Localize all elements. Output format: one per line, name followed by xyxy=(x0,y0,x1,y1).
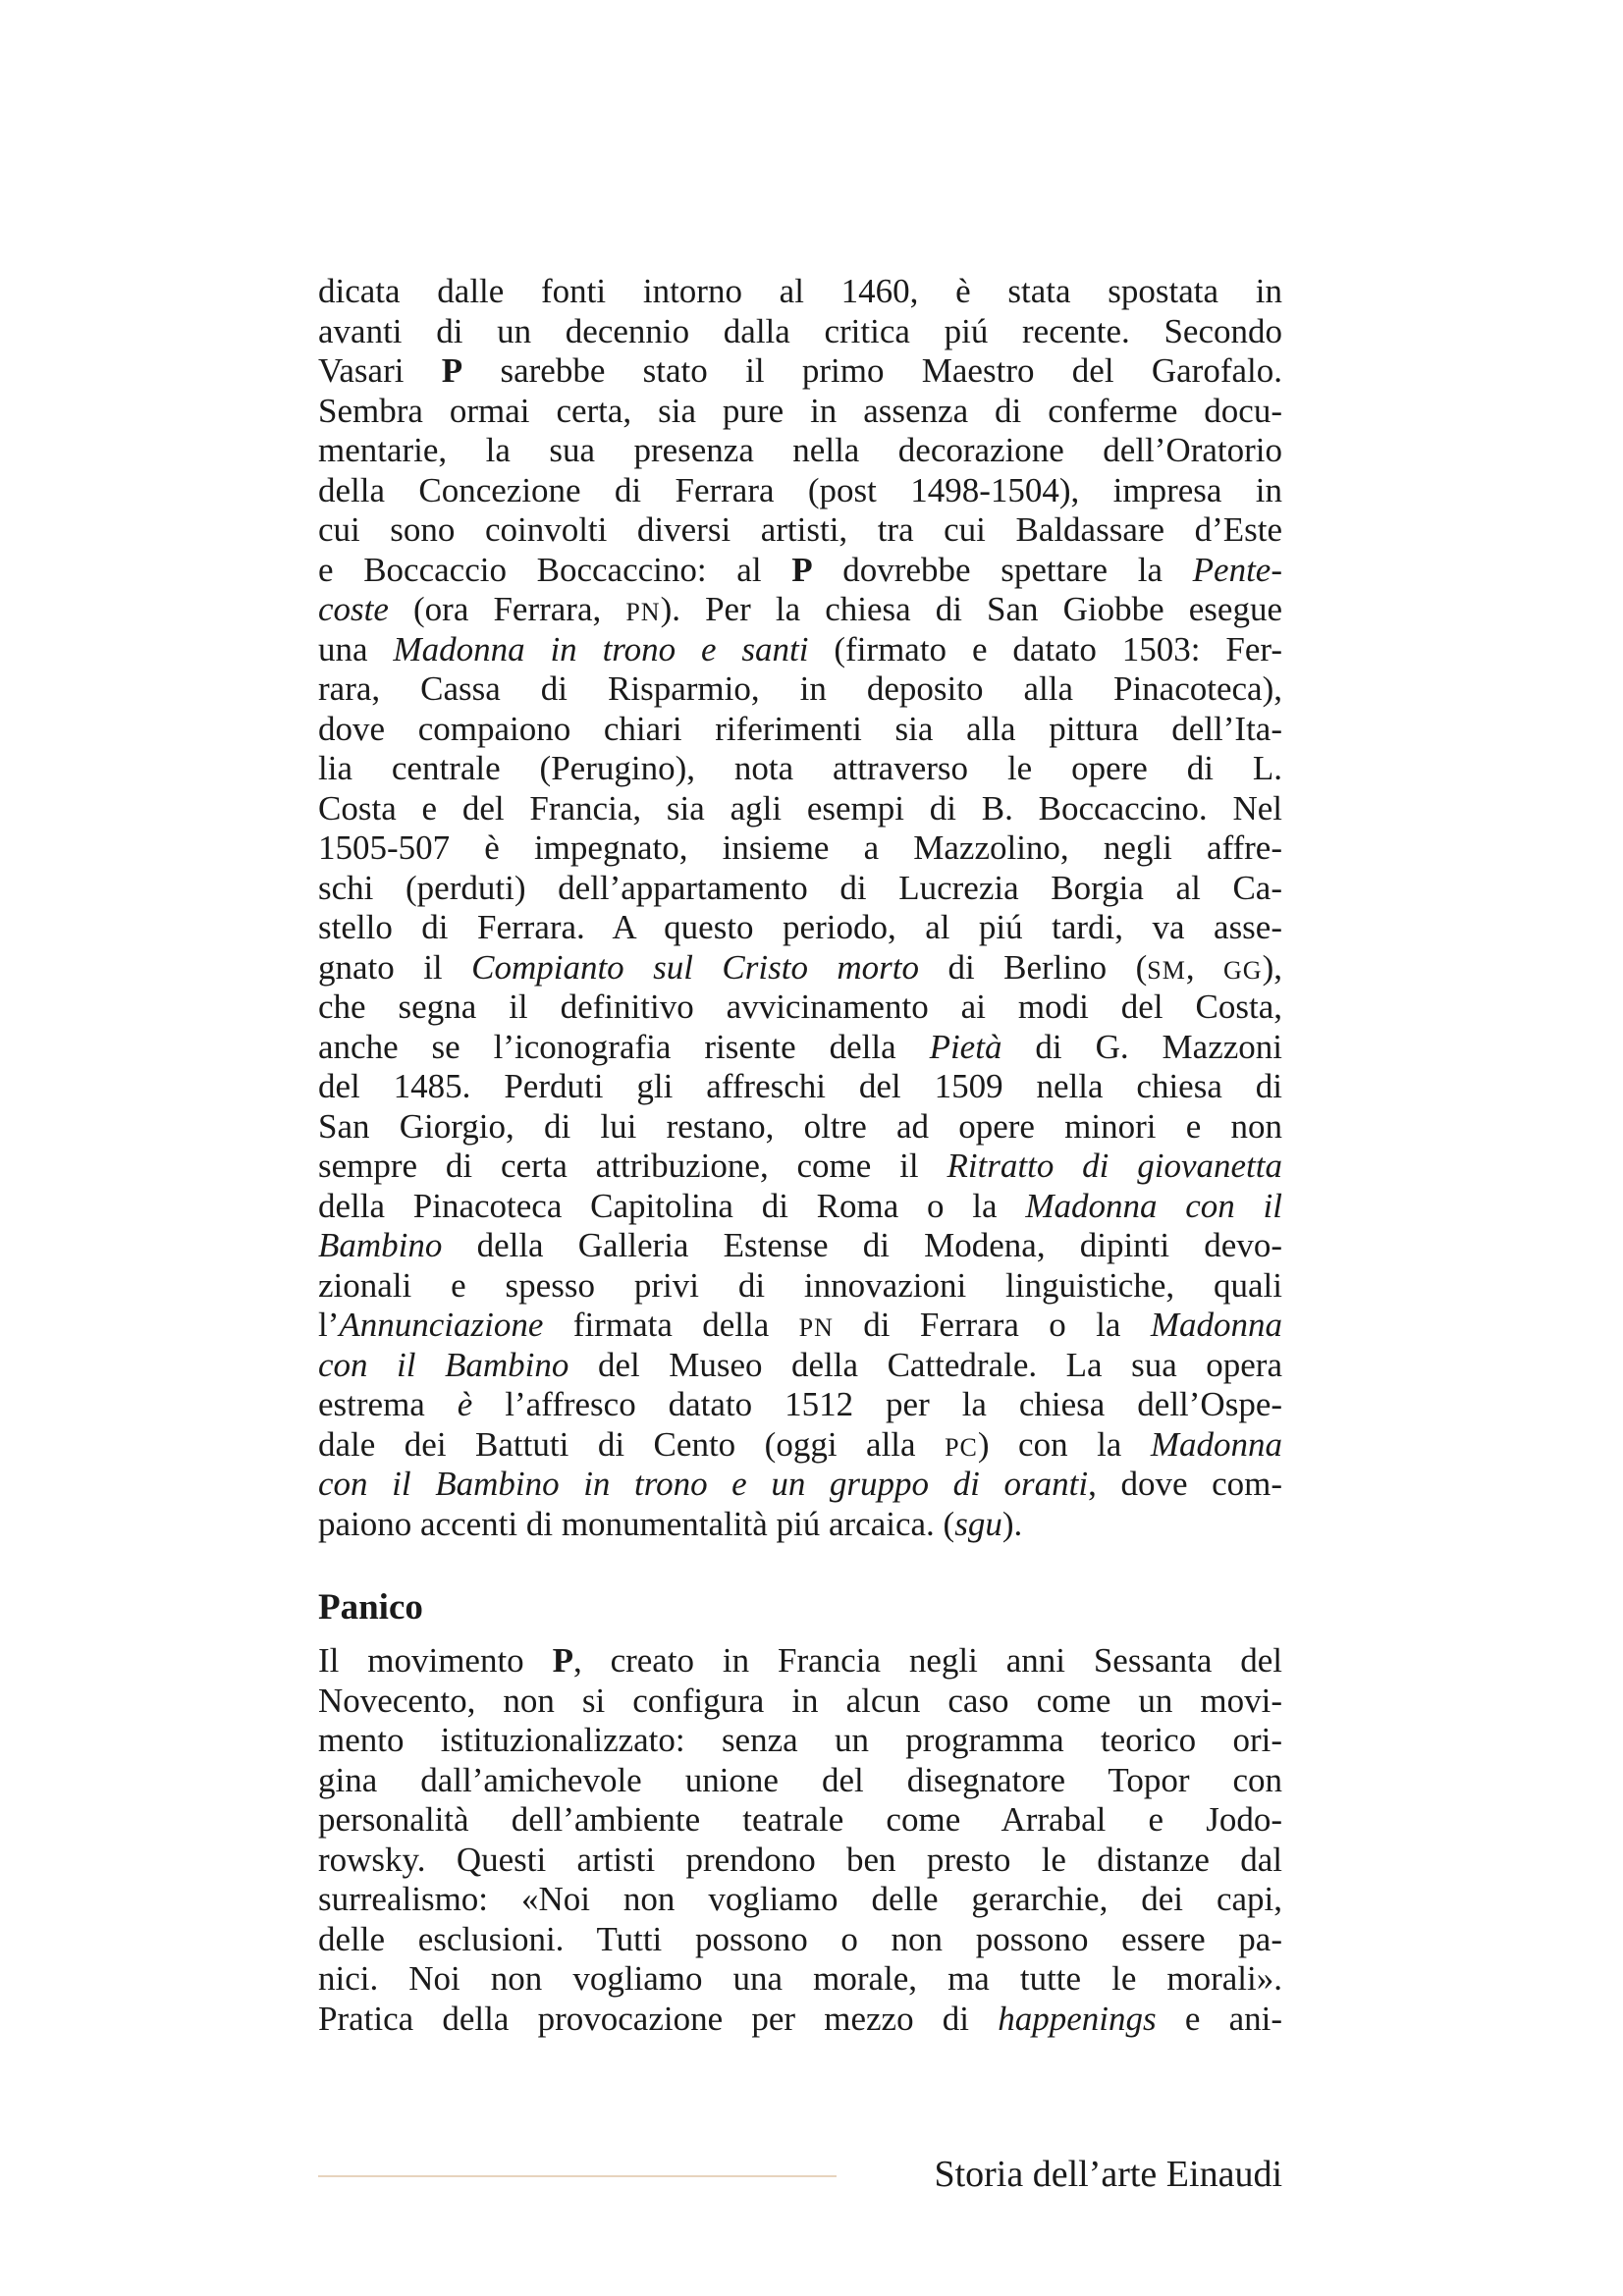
text-run: della Concezione di Ferrara (post 1498-1504), impresa in xyxy=(318,470,1282,509)
text-line xyxy=(318,1187,1282,1227)
text-run: schi (perduti) dell’appartamento di Lucrezia Borgia al Ca- xyxy=(318,868,1282,907)
text-run: Costa e del Francia, sia agli esempi di B. Boccaccino. Nel xyxy=(318,788,1282,828)
text-run: sarebbe stato il primo Maestro del Garofalo. xyxy=(462,351,1282,390)
text-line xyxy=(318,1028,1282,1068)
text-line xyxy=(318,1266,1282,1307)
text-run: l’affresco datato 1512 per la chiesa dell’Ospe- xyxy=(472,1385,1283,1423)
text-run: P xyxy=(791,550,813,589)
text-run: (firmato e datato 1503: Fer- xyxy=(808,629,1282,668)
text-run: ). xyxy=(1001,1504,1023,1543)
text-run: ). Per la chiesa di San Giobbe esegue xyxy=(660,590,1282,628)
text-line xyxy=(318,1425,1282,1466)
text-run: e Boccaccio Boccaccino: al xyxy=(318,550,792,589)
text-run: stello di Ferrara. A questo periodo, al piú tardi, va asse- xyxy=(318,908,1282,946)
text-run: lia centrale (Perugino), nota attraverso le opere di L. xyxy=(318,749,1282,787)
text-line xyxy=(318,1959,1282,2000)
text-run: di Berlino ( xyxy=(919,947,1148,987)
text-line xyxy=(318,551,1282,591)
text-run: PN xyxy=(625,598,661,626)
text-run: Il movimento xyxy=(318,1641,553,1680)
text-run: rara, Cassa di Risparmio, in deposito alla Pinacoteca), xyxy=(318,669,1282,708)
text-run: gina dall’amichevole unione del disegnatore Topor con xyxy=(318,1760,1282,1799)
text-run: firmata della xyxy=(543,1306,799,1344)
text-run: dovrebbe spettare la xyxy=(812,550,1193,589)
text-run: l’ xyxy=(318,1306,340,1344)
text-run: ) con la xyxy=(977,1424,1151,1464)
text-run: personalità dell’ambiente teatrale come Arrabal e Jodo- xyxy=(318,1800,1282,1839)
entry-continuation-text xyxy=(318,272,1282,1544)
text-line xyxy=(318,1067,1282,1107)
text-run: sgu xyxy=(954,1504,1002,1543)
text-run: P xyxy=(441,351,463,390)
text-run: , xyxy=(1185,947,1224,987)
text-run: della Pinacoteca Capitolina di Roma o la xyxy=(318,1186,1026,1225)
text-run: PC xyxy=(945,1432,978,1462)
text-line xyxy=(318,1147,1282,1187)
text-run: estrema xyxy=(318,1385,458,1423)
text-run: mento istituzionalizzato: senza un programma teorico ori- xyxy=(318,1721,1282,1759)
entry-heading: Panico xyxy=(318,1587,423,1628)
text-run: Ritratto di giovanetta xyxy=(947,1147,1282,1185)
text-run: Madonna con il xyxy=(1025,1186,1282,1225)
text-line xyxy=(318,312,1282,352)
text-line xyxy=(318,1920,1282,1960)
text-run: , creato in Francia negli anni Sessanta del xyxy=(572,1641,1282,1680)
text-run: Compianto sul Cristo morto xyxy=(471,947,920,987)
text-line xyxy=(318,988,1282,1028)
text-line xyxy=(318,948,1282,988)
text-line xyxy=(318,1880,1282,1920)
text-run: , dove com- xyxy=(1088,1465,1282,1503)
text-run: Madonna xyxy=(1150,1424,1283,1464)
text-run: dove compaiono chiari riferimenti sia alla pittura dell’Ita- xyxy=(318,709,1282,748)
text-run: (ora Ferrara, xyxy=(388,590,626,628)
text-run: Pietà xyxy=(929,1027,1002,1066)
text-run: happenings xyxy=(998,1999,1157,2038)
text-run: zionali e spesso privi di innovazioni linguistiche, quali xyxy=(318,1265,1282,1305)
text-run: Sembra ormai certa, sia pure in assenza di conferme docu- xyxy=(318,391,1282,430)
text-run: rowsky. Questi artisti prendono ben presto le distanze dal xyxy=(318,1840,1282,1879)
text-line xyxy=(318,1800,1282,1841)
text-line xyxy=(318,1107,1282,1148)
footer-title: Storia dell’arte Einaudi xyxy=(934,2154,1282,2195)
text-line xyxy=(318,1721,1282,1761)
text-run: che segna il definitivo avvicinamento ai modi del Costa, xyxy=(318,988,1282,1026)
text-line xyxy=(318,510,1282,551)
text-run: di G. Mazzoni xyxy=(1001,1027,1283,1066)
text-line xyxy=(318,1306,1282,1346)
text-run: Pente- xyxy=(1192,550,1282,589)
text-run: una xyxy=(318,629,394,668)
text-run: San Giorgio, di lui restano, oltre ad opere minori e non xyxy=(318,1106,1282,1146)
text-line xyxy=(318,392,1282,432)
text-run: del 1485. Perduti gli affreschi del 1509 nella chiesa di xyxy=(318,1067,1282,1105)
text-line xyxy=(318,1682,1282,1722)
text-run: Madonna in trono e santi xyxy=(393,629,809,668)
text-run: con il Bambino xyxy=(318,1345,569,1384)
text-line xyxy=(318,749,1282,789)
text-line xyxy=(318,630,1282,670)
text-line xyxy=(318,351,1282,392)
text-run: cui sono coinvolti diversi artisti, tra cui Baldassare d’Este xyxy=(318,510,1282,549)
text-run: P xyxy=(552,1641,573,1680)
text-run: Pratica della provocazione per mezzo di xyxy=(318,1999,999,2038)
text-run: paiono accenti di monumentalità piú arcaica. ( xyxy=(318,1504,955,1543)
text-line xyxy=(318,828,1282,869)
text-line xyxy=(318,908,1282,948)
text-run: del Museo della Cattedrale. La sua opera xyxy=(568,1345,1282,1384)
text-line xyxy=(318,1385,1282,1425)
text-line xyxy=(318,869,1282,909)
text-line xyxy=(318,1346,1282,1386)
text-run: sempre di certa attribuzione, come il xyxy=(318,1147,947,1185)
text-run: SM xyxy=(1147,955,1186,985)
text-run: gnato il xyxy=(318,947,472,987)
text-run: Vasari xyxy=(318,351,442,390)
text-run: GG xyxy=(1223,955,1263,985)
text-run: mentarie, la sua presenza nella decorazione dell’Oratorio xyxy=(318,431,1282,469)
text-line xyxy=(318,272,1282,312)
text-run: Madonna xyxy=(1150,1306,1282,1344)
text-run: surrealismo: «Noi non vogliamo delle gerarchie, dei capi, xyxy=(318,1880,1282,1918)
text-line xyxy=(318,1465,1282,1505)
entry-body-text xyxy=(318,1641,1282,2039)
text-line xyxy=(318,2000,1282,2040)
text-line xyxy=(318,789,1282,829)
text-run: delle esclusioni. Tutti possono o non possono essere pa- xyxy=(318,1919,1282,1958)
text-line xyxy=(318,1226,1282,1266)
text-line xyxy=(318,1761,1282,1801)
text-line xyxy=(318,471,1282,511)
text-run: Annunciazione xyxy=(339,1306,544,1344)
text-run: Bambino xyxy=(318,1226,443,1264)
text-run: è xyxy=(457,1385,473,1423)
text-line xyxy=(318,669,1282,710)
text-run: anche se l’iconografia risente della xyxy=(318,1027,930,1066)
text-run: dicata dalle fonti intorno al 1460, è stata spostata in xyxy=(318,272,1282,310)
text-run: Novecento, non si configura in alcun caso come un movi- xyxy=(318,1681,1282,1720)
text-run: con il Bambino in trono e un gruppo di oranti xyxy=(318,1465,1089,1503)
text-run: di Ferrara o la xyxy=(833,1306,1151,1344)
text-run: nici. Noi non vogliamo una morale, ma tutte le morali». xyxy=(318,1959,1282,1998)
text-line xyxy=(318,1641,1282,1682)
text-run: coste xyxy=(318,590,389,628)
text-line xyxy=(318,590,1282,630)
text-run: e ani- xyxy=(1156,1999,1282,2038)
text-run: ), xyxy=(1262,947,1282,987)
footer-rule xyxy=(318,2175,837,2177)
text-run: della Galleria Estense di Modena, dipinti devo- xyxy=(442,1226,1282,1264)
text-run: dale dei Battuti di Cento (oggi alla xyxy=(318,1424,946,1464)
text-line xyxy=(318,710,1282,750)
text-run: 1505-507 è impegnato, insieme a Mazzolino, negli affre- xyxy=(318,828,1282,867)
text-run: avanti di un decennio dalla critica piú recente. Secondo xyxy=(318,311,1282,350)
text-line xyxy=(318,431,1282,471)
text-run: PN xyxy=(798,1313,834,1342)
text-line xyxy=(318,1505,1282,1545)
text-line xyxy=(318,1841,1282,1881)
